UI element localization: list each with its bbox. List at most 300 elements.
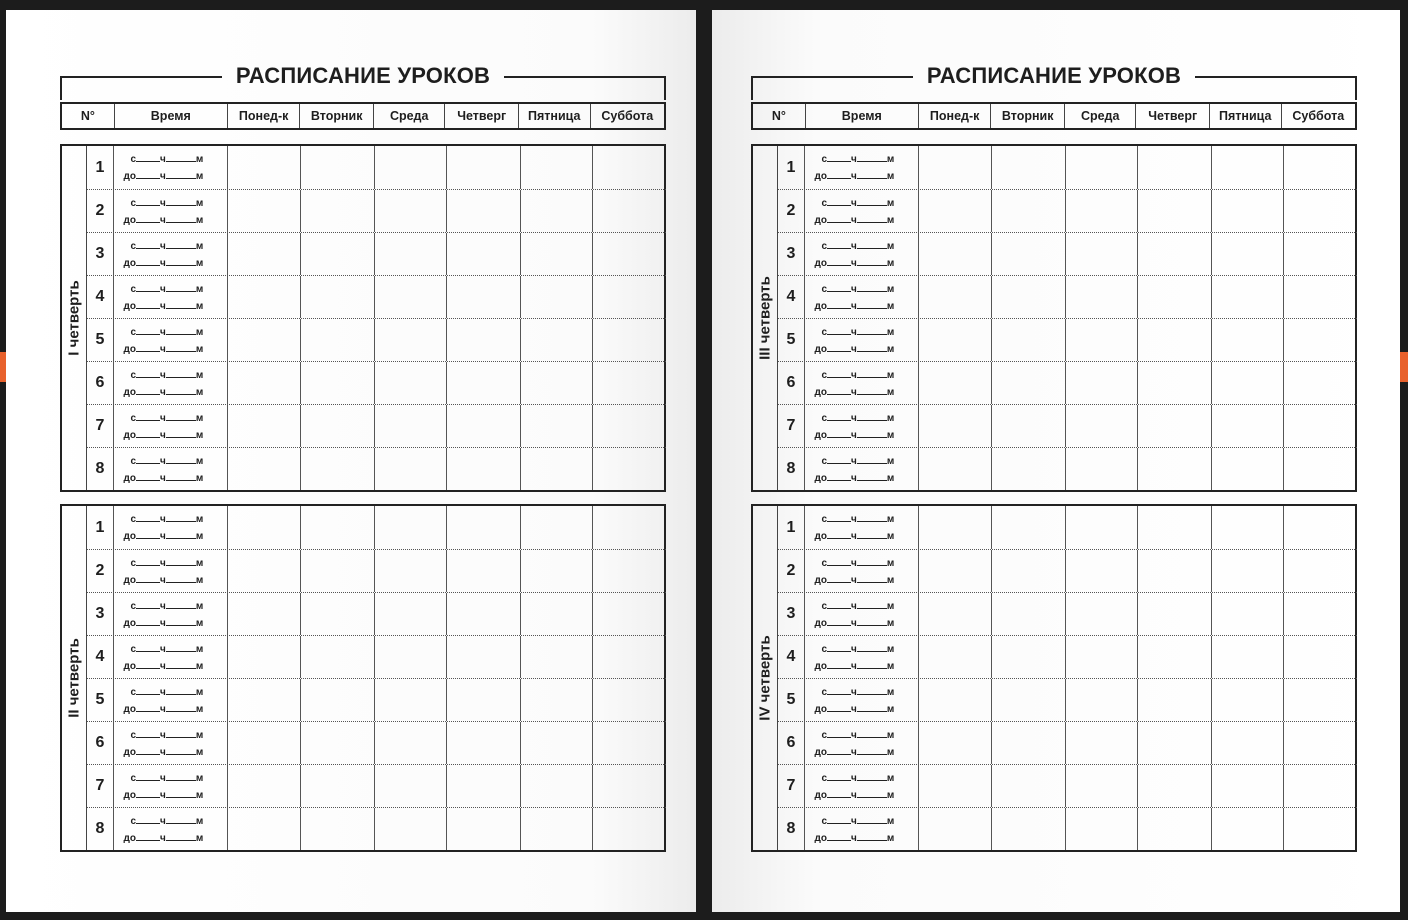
day-cell[interactable]	[520, 506, 592, 549]
day-cell[interactable]	[1211, 276, 1283, 318]
day-cell[interactable]	[991, 506, 1065, 549]
day-cell[interactable]	[1137, 319, 1211, 361]
day-cell[interactable]	[374, 506, 446, 549]
hour-blank[interactable]	[827, 772, 851, 781]
day-cell[interactable]	[1065, 319, 1137, 361]
day-cell[interactable]	[1137, 765, 1211, 807]
day-cell[interactable]	[991, 448, 1065, 490]
day-cell[interactable]	[592, 362, 664, 404]
day-cell[interactable]	[300, 405, 374, 447]
day-cell[interactable]	[592, 636, 664, 678]
day-cell[interactable]	[1137, 448, 1211, 490]
day-cell[interactable]	[918, 765, 991, 807]
day-cell[interactable]	[1211, 679, 1283, 721]
day-cell[interactable]	[300, 319, 374, 361]
minute-blank[interactable]	[166, 617, 196, 626]
hour-blank[interactable]	[827, 815, 851, 824]
time-cell[interactable]	[804, 146, 918, 189]
day-cell[interactable]	[991, 276, 1065, 318]
day-cell[interactable]	[446, 636, 520, 678]
day-cell[interactable]	[374, 722, 446, 764]
minute-blank[interactable]	[857, 283, 887, 292]
day-cell[interactable]	[520, 679, 592, 721]
day-cell[interactable]	[374, 636, 446, 678]
day-cell[interactable]	[300, 679, 374, 721]
day-cell[interactable]	[300, 593, 374, 635]
minute-blank[interactable]	[857, 300, 887, 309]
day-cell[interactable]	[1065, 636, 1137, 678]
minute-blank[interactable]	[166, 643, 196, 652]
day-cell[interactable]	[446, 405, 520, 447]
day-cell[interactable]	[592, 276, 664, 318]
minute-blank[interactable]	[857, 729, 887, 738]
day-cell[interactable]	[918, 146, 991, 189]
time-cell[interactable]	[804, 506, 918, 549]
day-cell[interactable]	[227, 808, 300, 850]
day-cell[interactable]	[520, 146, 592, 189]
day-cell[interactable]	[1283, 808, 1355, 850]
hour-blank[interactable]	[136, 153, 160, 162]
day-cell[interactable]	[991, 146, 1065, 189]
day-cell[interactable]	[374, 233, 446, 275]
day-cell[interactable]	[300, 276, 374, 318]
day-cell[interactable]	[1065, 448, 1137, 490]
hour-blank[interactable]	[827, 600, 851, 609]
day-cell[interactable]	[374, 765, 446, 807]
minute-blank[interactable]	[166, 283, 196, 292]
day-cell[interactable]	[446, 146, 520, 189]
minute-blank[interactable]	[166, 832, 196, 841]
day-cell[interactable]	[227, 276, 300, 318]
time-cell[interactable]	[113, 146, 227, 189]
day-cell[interactable]	[1137, 233, 1211, 275]
minute-blank[interactable]	[166, 772, 196, 781]
day-cell[interactable]	[1283, 722, 1355, 764]
day-cell[interactable]	[1283, 319, 1355, 361]
day-cell[interactable]	[1137, 679, 1211, 721]
day-cell[interactable]	[520, 190, 592, 232]
day-cell[interactable]	[227, 722, 300, 764]
day-cell[interactable]	[520, 765, 592, 807]
hour-blank[interactable]	[136, 170, 160, 179]
hour-blank[interactable]	[827, 789, 851, 798]
hour-blank[interactable]	[136, 386, 160, 395]
day-cell[interactable]	[918, 722, 991, 764]
day-cell[interactable]	[991, 190, 1065, 232]
day-cell[interactable]	[300, 146, 374, 189]
minute-blank[interactable]	[857, 153, 887, 162]
minute-blank[interactable]	[166, 557, 196, 566]
hour-blank[interactable]	[136, 300, 160, 309]
day-cell[interactable]	[520, 405, 592, 447]
minute-blank[interactable]	[166, 153, 196, 162]
day-cell[interactable]	[300, 765, 374, 807]
hour-blank[interactable]	[827, 513, 851, 522]
day-cell[interactable]	[227, 506, 300, 549]
day-cell[interactable]	[520, 550, 592, 592]
minute-blank[interactable]	[857, 746, 887, 755]
day-cell[interactable]	[446, 190, 520, 232]
day-cell[interactable]	[918, 405, 991, 447]
time-cell[interactable]	[804, 319, 918, 361]
minute-blank[interactable]	[857, 815, 887, 824]
time-cell[interactable]	[113, 448, 227, 490]
day-cell[interactable]	[374, 146, 446, 189]
hour-blank[interactable]	[827, 703, 851, 712]
minute-blank[interactable]	[857, 326, 887, 335]
day-cell[interactable]	[1065, 190, 1137, 232]
day-cell[interactable]	[1283, 448, 1355, 490]
day-cell[interactable]	[991, 722, 1065, 764]
time-cell[interactable]	[113, 550, 227, 592]
day-cell[interactable]	[592, 405, 664, 447]
minute-blank[interactable]	[857, 600, 887, 609]
hour-blank[interactable]	[827, 343, 851, 352]
hour-blank[interactable]	[827, 429, 851, 438]
time-cell[interactable]	[804, 808, 918, 850]
day-cell[interactable]	[227, 448, 300, 490]
day-cell[interactable]	[1211, 636, 1283, 678]
day-cell[interactable]	[374, 405, 446, 447]
day-cell[interactable]	[918, 233, 991, 275]
hour-blank[interactable]	[136, 257, 160, 266]
day-cell[interactable]	[446, 319, 520, 361]
minute-blank[interactable]	[166, 386, 196, 395]
day-cell[interactable]	[520, 636, 592, 678]
hour-blank[interactable]	[827, 617, 851, 626]
day-cell[interactable]	[520, 233, 592, 275]
day-cell[interactable]	[1137, 146, 1211, 189]
day-cell[interactable]	[1283, 593, 1355, 635]
minute-blank[interactable]	[857, 472, 887, 481]
minute-blank[interactable]	[857, 643, 887, 652]
day-cell[interactable]	[520, 593, 592, 635]
hour-blank[interactable]	[827, 729, 851, 738]
hour-blank[interactable]	[827, 369, 851, 378]
day-cell[interactable]	[446, 593, 520, 635]
day-cell[interactable]	[918, 593, 991, 635]
day-cell[interactable]	[520, 808, 592, 850]
minute-blank[interactable]	[166, 214, 196, 223]
day-cell[interactable]	[446, 808, 520, 850]
day-cell[interactable]	[592, 808, 664, 850]
day-cell[interactable]	[991, 362, 1065, 404]
day-cell[interactable]	[1283, 506, 1355, 549]
hour-blank[interactable]	[136, 789, 160, 798]
day-cell[interactable]	[446, 362, 520, 404]
time-cell[interactable]	[804, 679, 918, 721]
day-cell[interactable]	[592, 550, 664, 592]
hour-blank[interactable]	[827, 283, 851, 292]
hour-blank[interactable]	[827, 386, 851, 395]
time-cell[interactable]	[804, 722, 918, 764]
minute-blank[interactable]	[166, 343, 196, 352]
hour-blank[interactable]	[827, 300, 851, 309]
hour-blank[interactable]	[827, 832, 851, 841]
minute-blank[interactable]	[857, 386, 887, 395]
day-cell[interactable]	[374, 448, 446, 490]
hour-blank[interactable]	[136, 617, 160, 626]
day-cell[interactable]	[1065, 506, 1137, 549]
day-cell[interactable]	[1283, 362, 1355, 404]
minute-blank[interactable]	[857, 513, 887, 522]
day-cell[interactable]	[991, 593, 1065, 635]
day-cell[interactable]	[1211, 448, 1283, 490]
day-cell[interactable]	[1065, 362, 1137, 404]
hour-blank[interactable]	[827, 412, 851, 421]
day-cell[interactable]	[1211, 319, 1283, 361]
day-cell[interactable]	[300, 808, 374, 850]
time-cell[interactable]	[113, 506, 227, 549]
day-cell[interactable]	[592, 765, 664, 807]
time-cell[interactable]	[113, 319, 227, 361]
time-cell[interactable]	[804, 233, 918, 275]
minute-blank[interactable]	[166, 746, 196, 755]
hour-blank[interactable]	[136, 686, 160, 695]
day-cell[interactable]	[300, 722, 374, 764]
time-cell[interactable]	[804, 550, 918, 592]
day-cell[interactable]	[592, 190, 664, 232]
day-cell[interactable]	[520, 362, 592, 404]
day-cell[interactable]	[991, 233, 1065, 275]
hour-blank[interactable]	[136, 214, 160, 223]
hour-blank[interactable]	[827, 170, 851, 179]
day-cell[interactable]	[300, 506, 374, 549]
day-cell[interactable]	[1211, 506, 1283, 549]
time-cell[interactable]	[804, 765, 918, 807]
hour-blank[interactable]	[827, 240, 851, 249]
day-cell[interactable]	[592, 593, 664, 635]
day-cell[interactable]	[918, 636, 991, 678]
day-cell[interactable]	[300, 448, 374, 490]
day-cell[interactable]	[1137, 593, 1211, 635]
minute-blank[interactable]	[857, 557, 887, 566]
day-cell[interactable]	[991, 550, 1065, 592]
hour-blank[interactable]	[136, 369, 160, 378]
day-cell[interactable]	[374, 593, 446, 635]
minute-blank[interactable]	[166, 600, 196, 609]
hour-blank[interactable]	[136, 429, 160, 438]
hour-blank[interactable]	[136, 326, 160, 335]
day-cell[interactable]	[300, 362, 374, 404]
hour-blank[interactable]	[827, 574, 851, 583]
day-cell[interactable]	[918, 190, 991, 232]
day-cell[interactable]	[227, 550, 300, 592]
minute-blank[interactable]	[166, 455, 196, 464]
minute-blank[interactable]	[166, 574, 196, 583]
time-cell[interactable]	[804, 362, 918, 404]
day-cell[interactable]	[592, 146, 664, 189]
minute-blank[interactable]	[857, 617, 887, 626]
minute-blank[interactable]	[857, 214, 887, 223]
day-cell[interactable]	[520, 448, 592, 490]
day-cell[interactable]	[374, 808, 446, 850]
hour-blank[interactable]	[136, 455, 160, 464]
day-cell[interactable]	[1211, 808, 1283, 850]
day-cell[interactable]	[918, 362, 991, 404]
day-cell[interactable]	[592, 679, 664, 721]
day-cell[interactable]	[374, 190, 446, 232]
minute-blank[interactable]	[166, 300, 196, 309]
day-cell[interactable]	[374, 679, 446, 721]
minute-blank[interactable]	[166, 789, 196, 798]
day-cell[interactable]	[592, 448, 664, 490]
day-cell[interactable]	[991, 636, 1065, 678]
day-cell[interactable]	[227, 593, 300, 635]
minute-blank[interactable]	[166, 530, 196, 539]
time-cell[interactable]	[113, 808, 227, 850]
minute-blank[interactable]	[857, 574, 887, 583]
minute-blank[interactable]	[857, 369, 887, 378]
day-cell[interactable]	[991, 319, 1065, 361]
time-cell[interactable]	[113, 405, 227, 447]
hour-blank[interactable]	[136, 283, 160, 292]
day-cell[interactable]	[374, 276, 446, 318]
day-cell[interactable]	[227, 679, 300, 721]
day-cell[interactable]	[374, 362, 446, 404]
hour-blank[interactable]	[136, 412, 160, 421]
day-cell[interactable]	[227, 636, 300, 678]
day-cell[interactable]	[918, 808, 991, 850]
day-cell[interactable]	[227, 146, 300, 189]
day-cell[interactable]	[1283, 636, 1355, 678]
day-cell[interactable]	[991, 765, 1065, 807]
minute-blank[interactable]	[166, 369, 196, 378]
minute-blank[interactable]	[166, 197, 196, 206]
day-cell[interactable]	[1283, 233, 1355, 275]
hour-blank[interactable]	[827, 214, 851, 223]
day-cell[interactable]	[1211, 593, 1283, 635]
time-cell[interactable]	[804, 448, 918, 490]
hour-blank[interactable]	[136, 643, 160, 652]
day-cell[interactable]	[300, 233, 374, 275]
day-cell[interactable]	[1065, 550, 1137, 592]
hour-blank[interactable]	[136, 746, 160, 755]
hour-blank[interactable]	[827, 326, 851, 335]
day-cell[interactable]	[1065, 276, 1137, 318]
minute-blank[interactable]	[857, 343, 887, 352]
hour-blank[interactable]	[136, 557, 160, 566]
day-cell[interactable]	[1065, 679, 1137, 721]
hour-blank[interactable]	[136, 530, 160, 539]
day-cell[interactable]	[227, 190, 300, 232]
day-cell[interactable]	[1211, 550, 1283, 592]
hour-blank[interactable]	[136, 729, 160, 738]
day-cell[interactable]	[446, 276, 520, 318]
hour-blank[interactable]	[136, 600, 160, 609]
day-cell[interactable]	[1211, 146, 1283, 189]
time-cell[interactable]	[804, 405, 918, 447]
day-cell[interactable]	[1283, 765, 1355, 807]
minute-blank[interactable]	[166, 326, 196, 335]
day-cell[interactable]	[1211, 233, 1283, 275]
day-cell[interactable]	[1065, 722, 1137, 764]
day-cell[interactable]	[446, 448, 520, 490]
time-cell[interactable]	[804, 190, 918, 232]
minute-blank[interactable]	[166, 703, 196, 712]
time-cell[interactable]	[804, 636, 918, 678]
day-cell[interactable]	[446, 550, 520, 592]
day-cell[interactable]	[918, 319, 991, 361]
day-cell[interactable]	[991, 808, 1065, 850]
hour-blank[interactable]	[827, 153, 851, 162]
day-cell[interactable]	[446, 679, 520, 721]
day-cell[interactable]	[227, 405, 300, 447]
time-cell[interactable]	[113, 593, 227, 635]
day-cell[interactable]	[1065, 808, 1137, 850]
day-cell[interactable]	[592, 506, 664, 549]
minute-blank[interactable]	[166, 686, 196, 695]
time-cell[interactable]	[113, 765, 227, 807]
day-cell[interactable]	[592, 319, 664, 361]
day-cell[interactable]	[918, 679, 991, 721]
day-cell[interactable]	[592, 722, 664, 764]
hour-blank[interactable]	[136, 832, 160, 841]
day-cell[interactable]	[1137, 405, 1211, 447]
hour-blank[interactable]	[827, 257, 851, 266]
day-cell[interactable]	[1283, 550, 1355, 592]
day-cell[interactable]	[1283, 405, 1355, 447]
time-cell[interactable]	[113, 276, 227, 318]
hour-blank[interactable]	[136, 815, 160, 824]
day-cell[interactable]	[1137, 190, 1211, 232]
time-cell[interactable]	[113, 679, 227, 721]
day-cell[interactable]	[374, 550, 446, 592]
minute-blank[interactable]	[166, 660, 196, 669]
hour-blank[interactable]	[827, 746, 851, 755]
day-cell[interactable]	[918, 276, 991, 318]
time-cell[interactable]	[113, 362, 227, 404]
day-cell[interactable]	[918, 448, 991, 490]
day-cell[interactable]	[227, 362, 300, 404]
minute-blank[interactable]	[166, 815, 196, 824]
day-cell[interactable]	[520, 722, 592, 764]
hour-blank[interactable]	[136, 772, 160, 781]
day-cell[interactable]	[446, 506, 520, 549]
hour-blank[interactable]	[827, 530, 851, 539]
day-cell[interactable]	[1065, 146, 1137, 189]
day-cell[interactable]	[1065, 405, 1137, 447]
day-cell[interactable]	[520, 319, 592, 361]
hour-blank[interactable]	[136, 703, 160, 712]
day-cell[interactable]	[918, 550, 991, 592]
day-cell[interactable]	[918, 506, 991, 549]
day-cell[interactable]	[991, 679, 1065, 721]
minute-blank[interactable]	[166, 513, 196, 522]
minute-blank[interactable]	[857, 429, 887, 438]
day-cell[interactable]	[1137, 506, 1211, 549]
day-cell[interactable]	[300, 636, 374, 678]
hour-blank[interactable]	[136, 472, 160, 481]
day-cell[interactable]	[520, 276, 592, 318]
day-cell[interactable]	[300, 190, 374, 232]
day-cell[interactable]	[1283, 679, 1355, 721]
hour-blank[interactable]	[136, 240, 160, 249]
minute-blank[interactable]	[857, 197, 887, 206]
time-cell[interactable]	[804, 276, 918, 318]
minute-blank[interactable]	[166, 240, 196, 249]
day-cell[interactable]	[1137, 636, 1211, 678]
minute-blank[interactable]	[166, 170, 196, 179]
day-cell[interactable]	[227, 233, 300, 275]
hour-blank[interactable]	[136, 197, 160, 206]
hour-blank[interactable]	[827, 557, 851, 566]
day-cell[interactable]	[1065, 765, 1137, 807]
time-cell[interactable]	[113, 636, 227, 678]
minute-blank[interactable]	[857, 455, 887, 464]
day-cell[interactable]	[446, 722, 520, 764]
day-cell[interactable]	[1065, 593, 1137, 635]
